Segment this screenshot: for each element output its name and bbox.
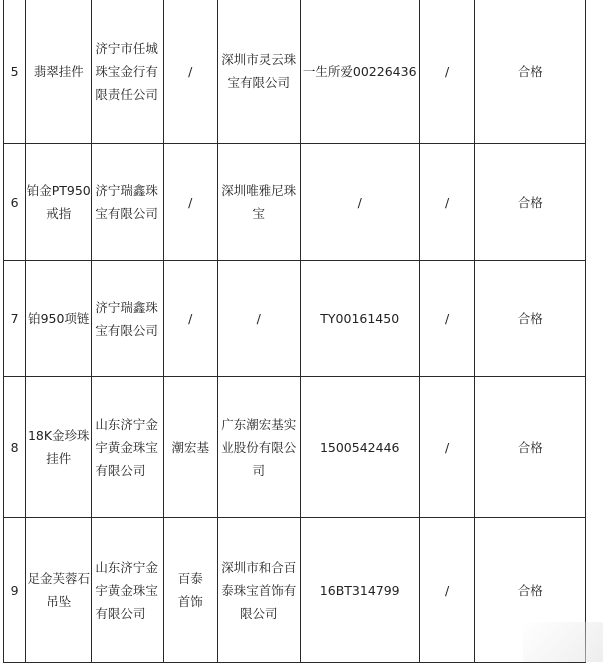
certificate-number (300, 0, 419, 144)
certificate-number (300, 377, 419, 518)
seller-text: 深圳市和合百泰珠宝首饰有限公司 (221, 559, 297, 621)
seller (217, 0, 300, 144)
brand: / (163, 0, 217, 144)
result: 合格 (475, 0, 586, 144)
manufacturer (92, 518, 164, 663)
certificate-number (300, 518, 419, 663)
product-name-text: 铂950项链 (28, 311, 90, 326)
result: 合格 (475, 261, 586, 377)
certificate-number (300, 261, 419, 377)
product-name (26, 377, 92, 518)
product-name-text: 18K金珍珠挂件 (27, 428, 90, 466)
product-name-text: 翡翠挂件 (33, 63, 84, 79)
certificate-text: TY00161450 (320, 311, 400, 326)
remark: / (419, 0, 475, 144)
remark: / (419, 261, 475, 377)
certificate-text: 一生所爱00226436 (302, 63, 417, 79)
result: 合格 (475, 377, 586, 518)
product-name-text: 足金芙蓉石吊坠 (27, 571, 90, 609)
table-row (4, 377, 586, 518)
manufacturer (92, 377, 164, 518)
row-number: 8 (4, 377, 26, 518)
brand (163, 518, 217, 663)
inspection-results-table (3, 0, 586, 663)
product-name (26, 261, 92, 377)
seller (217, 377, 300, 518)
result: 合格 (475, 144, 586, 261)
manufacturer-text: 济宁市任城珠宝金行有限责任公司 (95, 40, 158, 102)
certificate-text: / (357, 194, 362, 210)
seller-text: 深圳唯雅尼珠宝 (221, 183, 297, 221)
seller-text: / (256, 311, 261, 326)
manufacturer-text: 山东济宁金宇黄金珠宝有限公司 (95, 559, 158, 621)
product-name (26, 518, 92, 663)
row-number: 7 (4, 261, 26, 377)
certificate-text: 1500542446 (319, 439, 400, 455)
row-number: 5 (4, 0, 26, 144)
product-name-text: 铂金PT950戒指 (26, 183, 91, 221)
table-row (4, 261, 586, 377)
manufacturer-text: 济宁瑞鑫珠宝有限公司 (95, 299, 158, 338)
brand: / (163, 144, 217, 261)
remark: / (419, 518, 475, 663)
table-row (4, 518, 586, 663)
remark: / (419, 377, 475, 518)
brand: / (163, 261, 217, 377)
corner-shadow (523, 622, 603, 662)
seller (217, 261, 300, 377)
seller-text: 深圳市灵云珠宝有限公司 (221, 52, 297, 90)
manufacturer-text: 山东济宁金宇黄金珠宝有限公司 (95, 416, 158, 478)
seller (217, 144, 300, 261)
result: 合格 (475, 518, 586, 663)
remark: / (419, 144, 475, 261)
table-row (4, 144, 586, 261)
product-name (26, 0, 92, 144)
row-number: 9 (4, 518, 26, 663)
row-number: 6 (4, 144, 26, 261)
certificate-number (300, 144, 419, 261)
manufacturer-text: 济宁瑞鑫珠宝有限公司 (95, 183, 158, 221)
product-name (26, 144, 92, 261)
manufacturer (92, 261, 164, 377)
seller (217, 518, 300, 663)
manufacturer (92, 144, 164, 261)
brand: 潮宏基 (163, 377, 217, 518)
certificate-text: 16BT314799 (319, 582, 400, 598)
seller-text: 广东潮宏基实业股份有限公司 (221, 416, 297, 478)
brand-text: 百泰首饰 (177, 571, 203, 609)
manufacturer (92, 0, 164, 144)
table-row (4, 0, 586, 144)
